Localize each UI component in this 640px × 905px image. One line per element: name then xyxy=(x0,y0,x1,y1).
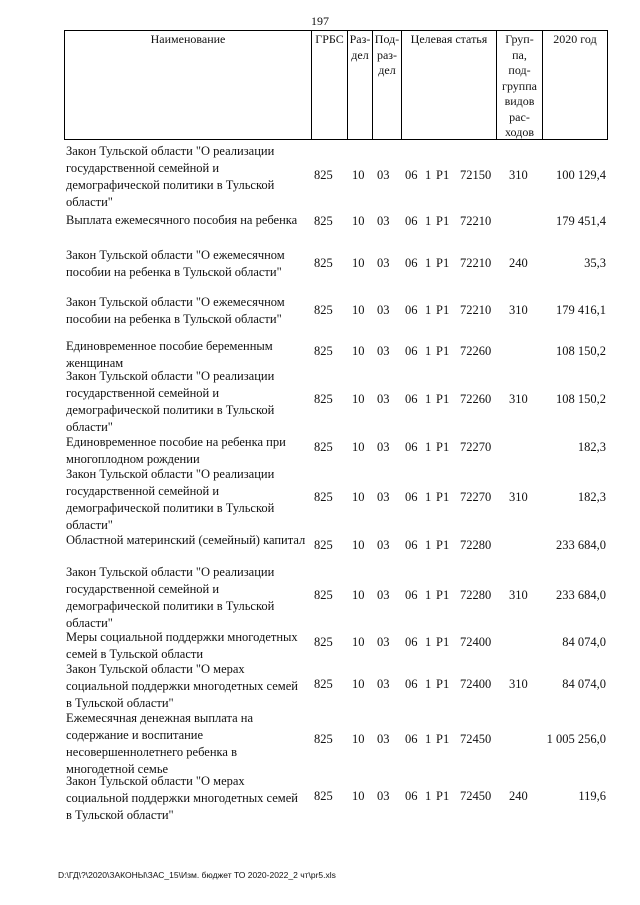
header-year: 2020 год xyxy=(542,31,607,139)
header-grbs: ГРБС xyxy=(311,31,347,139)
table-row xyxy=(64,564,608,630)
table-row xyxy=(64,629,608,659)
target-subprogram-cell: 1 xyxy=(425,440,432,454)
row-name: Закон Тульской области "О реализации государственной семейной и демографической политики в Тульской области" xyxy=(66,144,275,209)
table-row xyxy=(64,143,608,211)
target-program-cell: 06 xyxy=(405,303,418,317)
amount-2020-cell: 179 416,1 xyxy=(556,303,606,317)
target-subprogram-cell: 1 xyxy=(425,677,432,691)
row-name: Закон Тульской области "О реализации государственной семейной и демографической политики в Тульской области" xyxy=(66,565,275,630)
target-subprogram-cell: 1 xyxy=(425,256,432,270)
target-program-cell: 06 xyxy=(405,677,418,691)
podrazdel-cell: 03 xyxy=(377,588,390,602)
grbs-cell: 825 xyxy=(314,303,333,317)
target-subprogram-cell: 1 xyxy=(425,538,432,552)
target-program-cell: 06 xyxy=(405,732,418,746)
grbs-cell: 825 xyxy=(314,635,333,649)
target-project-cell: P1 xyxy=(436,168,450,182)
amount-2020-cell: 108 150,2 xyxy=(556,392,606,406)
razdel-cell: 10 xyxy=(352,214,365,228)
row-name: Ежемесячная денежная выплата на содержание и воспитание несовершеннолетнего ребенка в многодетной семье xyxy=(66,711,253,776)
table-row xyxy=(64,212,608,234)
target-program-cell: 06 xyxy=(405,168,418,182)
table-row xyxy=(64,710,608,776)
page-number: 197 xyxy=(311,14,329,28)
target-subprogram-cell: 1 xyxy=(425,392,432,406)
table-row xyxy=(64,466,608,532)
target-program-cell: 06 xyxy=(405,789,418,803)
target-project-cell: P1 xyxy=(436,440,450,454)
target-project-cell: P1 xyxy=(436,344,450,358)
amount-2020-cell: 100 129,4 xyxy=(556,168,606,182)
grbs-cell: 825 xyxy=(314,392,333,406)
table-row xyxy=(64,434,608,464)
podrazdel-cell: 03 xyxy=(377,214,390,228)
target-code-cell: 72210 xyxy=(460,303,492,317)
podrazdel-cell: 03 xyxy=(377,490,390,504)
expense-group-cell: 310 xyxy=(509,677,528,691)
expense-group-cell: 310 xyxy=(509,303,528,317)
target-project-cell: P1 xyxy=(436,490,450,504)
razdel-cell: 10 xyxy=(352,538,365,552)
target-program-cell: 06 xyxy=(405,392,418,406)
target-program-cell: 06 xyxy=(405,256,418,270)
razdel-cell: 10 xyxy=(352,256,365,270)
razdel-cell: 10 xyxy=(352,440,365,454)
header-target: Целевая статья xyxy=(401,31,496,139)
target-program-cell: 06 xyxy=(405,588,418,602)
target-code-cell: 72270 xyxy=(460,490,492,504)
expense-group-cell: 240 xyxy=(509,256,528,270)
row-name: Выплата ежемесячного пособия на ребенка xyxy=(66,213,298,227)
row-name: Единовременное пособие беременным женщинам xyxy=(66,339,273,370)
razdel-cell: 10 xyxy=(352,392,365,406)
grbs-cell: 825 xyxy=(314,214,333,228)
amount-2020-cell: 179 451,4 xyxy=(556,214,606,228)
target-code-cell: 72450 xyxy=(460,789,492,803)
expense-group-cell: 310 xyxy=(509,490,528,504)
amount-2020-cell: 182,3 xyxy=(577,440,606,454)
target-code-cell: 72280 xyxy=(460,538,492,552)
podrazdel-cell: 03 xyxy=(377,789,390,803)
podrazdel-cell: 03 xyxy=(377,303,390,317)
header-razdel: Раз- дел xyxy=(347,31,372,139)
target-subprogram-cell: 1 xyxy=(425,490,432,504)
grbs-cell: 825 xyxy=(314,677,333,691)
grbs-cell: 825 xyxy=(314,344,333,358)
target-code-cell: 72400 xyxy=(460,677,492,691)
target-project-cell: P1 xyxy=(436,635,450,649)
target-code-cell: 72260 xyxy=(460,344,492,358)
target-subprogram-cell: 1 xyxy=(425,303,432,317)
podrazdel-cell: 03 xyxy=(377,392,390,406)
target-code-cell: 72280 xyxy=(460,588,492,602)
razdel-cell: 10 xyxy=(352,168,365,182)
amount-2020-cell: 233 684,0 xyxy=(556,588,606,602)
row-name: Закон Тульской области "О мерах социальной поддержки многодетных семей в Тульской области" xyxy=(66,662,298,710)
razdel-cell: 10 xyxy=(352,588,365,602)
podrazdel-cell: 03 xyxy=(377,168,390,182)
grbs-cell: 825 xyxy=(314,732,333,746)
amount-2020-cell: 233 684,0 xyxy=(556,538,606,552)
grbs-cell: 825 xyxy=(314,168,333,182)
target-subprogram-cell: 1 xyxy=(425,635,432,649)
podrazdel-cell: 03 xyxy=(377,732,390,746)
target-code-cell: 72150 xyxy=(460,168,492,182)
grbs-cell: 825 xyxy=(314,256,333,270)
amount-2020-cell: 84 074,0 xyxy=(562,635,606,649)
target-subprogram-cell: 1 xyxy=(425,732,432,746)
target-code-cell: 72260 xyxy=(460,392,492,406)
target-subprogram-cell: 1 xyxy=(425,789,432,803)
amount-2020-cell: 35,3 xyxy=(584,256,606,270)
razdel-cell: 10 xyxy=(352,677,365,691)
grbs-cell: 825 xyxy=(314,490,333,504)
target-project-cell: P1 xyxy=(436,732,450,746)
row-name: Закон Тульской области "О мерах социальной поддержки многодетных семей в Тульской области" xyxy=(66,774,298,822)
target-code-cell: 72450 xyxy=(460,732,492,746)
row-name: Закон Тульской области "О ежемесячном пособии на ребенка в Тульской области" xyxy=(66,295,285,326)
expense-group-cell: 240 xyxy=(509,789,528,803)
target-project-cell: P1 xyxy=(436,789,450,803)
target-program-cell: 06 xyxy=(405,538,418,552)
table-header xyxy=(64,30,608,140)
target-program-cell: 06 xyxy=(405,490,418,504)
table-row xyxy=(64,368,608,434)
target-project-cell: P1 xyxy=(436,588,450,602)
table-row xyxy=(64,532,608,562)
row-name: Закон Тульской области "О ежемесячном пособии на ребенка в Тульской области" xyxy=(66,248,285,279)
target-subprogram-cell: 1 xyxy=(425,168,432,182)
row-name: Закон Тульской области "О реализации государственной семейной и демографической политики в Тульской области" xyxy=(66,467,275,532)
target-subprogram-cell: 1 xyxy=(425,588,432,602)
grbs-cell: 825 xyxy=(314,789,333,803)
target-subprogram-cell: 1 xyxy=(425,214,432,228)
grbs-cell: 825 xyxy=(314,538,333,552)
row-name: Закон Тульской области "О реализации государственной семейной и демографической политики в Тульской области" xyxy=(66,369,275,434)
header-name: Наименование xyxy=(150,32,226,46)
podrazdel-cell: 03 xyxy=(377,344,390,358)
table-row xyxy=(64,338,608,368)
row-name: Единовременное пособие на ребенка при многоплодном рождении xyxy=(66,435,286,466)
razdel-cell: 10 xyxy=(352,344,365,358)
table-row xyxy=(64,294,608,330)
target-project-cell: P1 xyxy=(436,256,450,270)
target-program-cell: 06 xyxy=(405,344,418,358)
podrazdel-cell: 03 xyxy=(377,677,390,691)
expense-group-cell: 310 xyxy=(509,588,528,602)
target-program-cell: 06 xyxy=(405,635,418,649)
amount-2020-cell: 119,6 xyxy=(578,789,606,803)
row-name: Меры социальной поддержки многодетных семей в Тульской области xyxy=(66,630,298,661)
target-code-cell: 72400 xyxy=(460,635,492,649)
header-podrazdel: Под- раз- дел xyxy=(372,31,401,139)
table-row xyxy=(64,247,608,283)
razdel-cell: 10 xyxy=(352,635,365,649)
expense-group-cell: 310 xyxy=(509,168,528,182)
grbs-cell: 825 xyxy=(314,440,333,454)
amount-2020-cell: 108 150,2 xyxy=(556,344,606,358)
header-group: Груп- па, под- группа видов рас- ходов xyxy=(496,31,542,139)
target-project-cell: P1 xyxy=(436,392,450,406)
target-program-cell: 06 xyxy=(405,440,418,454)
row-name: Областной материнский (семейный) капитал xyxy=(66,533,306,547)
razdel-cell: 10 xyxy=(352,490,365,504)
target-code-cell: 72270 xyxy=(460,440,492,454)
file-path-footer: D:\ГД\?\2020\ЗАКОНЫ\ЗАС_15\Изм. бюджет ТО 2020-2022_2 чт\pr5.xls xyxy=(58,870,336,880)
podrazdel-cell: 03 xyxy=(377,256,390,270)
target-project-cell: P1 xyxy=(436,538,450,552)
target-subprogram-cell: 1 xyxy=(425,344,432,358)
target-project-cell: P1 xyxy=(436,677,450,691)
razdel-cell: 10 xyxy=(352,732,365,746)
table-row xyxy=(64,661,608,711)
target-project-cell: P1 xyxy=(436,214,450,228)
podrazdel-cell: 03 xyxy=(377,538,390,552)
table-row xyxy=(64,773,608,823)
amount-2020-cell: 84 074,0 xyxy=(562,677,606,691)
target-project-cell: P1 xyxy=(436,303,450,317)
amount-2020-cell: 1 005 256,0 xyxy=(546,732,606,746)
razdel-cell: 10 xyxy=(352,789,365,803)
target-code-cell: 72210 xyxy=(460,256,492,270)
target-program-cell: 06 xyxy=(405,214,418,228)
razdel-cell: 10 xyxy=(352,303,365,317)
expense-group-cell: 310 xyxy=(509,392,528,406)
target-code-cell: 72210 xyxy=(460,214,492,228)
amount-2020-cell: 182,3 xyxy=(577,490,606,504)
grbs-cell: 825 xyxy=(314,588,333,602)
podrazdel-cell: 03 xyxy=(377,440,390,454)
podrazdel-cell: 03 xyxy=(377,635,390,649)
